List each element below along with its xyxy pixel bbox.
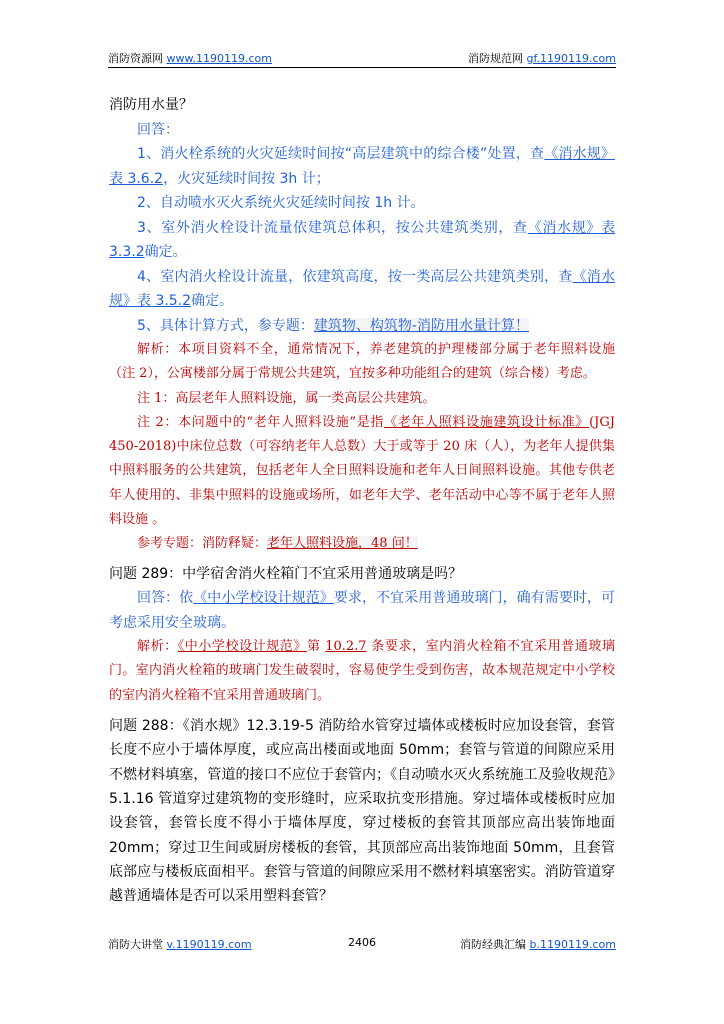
- answer-item-1: [109, 142, 615, 191]
- item4-text-b: 确定。: [191, 293, 234, 309]
- note-2: [109, 411, 615, 532]
- answer-item-5: [109, 314, 615, 339]
- note2-text-b: (JGJ 450-2018)中床位总数（可容纳老年人总数）大于或等于 20 床（人），为老年人提供集中照料服务的公共建筑，包括老年人全日照料设施和老年人日间照料设施。其他专供老年人使用的、非集中照料的设施或场所，如老年大学、老年活动中心等不属于老年人照料设施 。: [109, 414, 615, 528]
- answer-item-4: [109, 265, 615, 314]
- answer-label: 回答：: [137, 121, 179, 138]
- page-header: [108, 50, 616, 68]
- a289-ref-link[interactable]: 《中小学校设计规范》: [193, 590, 334, 607]
- item1-text-a: 1、消火栓系统的火灾延续时间按“高层建筑中的综合楼”处置，查: [137, 146, 545, 162]
- item4-text-a: 4、室内消火栓设计流量，依建筑高度，按一类高层公共建筑类别，查: [137, 268, 573, 285]
- note2-text-a: 注 2：本问题中的“老年人照料设施”是指: [137, 414, 385, 430]
- item1-ref-link[interactable]: 《消水规》表 3.6.2: [109, 146, 615, 187]
- question-289: 问题 289：中学宿舍消火栓箱门不宜采用普通玻璃是吗？: [109, 565, 463, 582]
- page-footer: [108, 936, 616, 954]
- page-number: 2406: [348, 936, 376, 949]
- an289-text-b: 条要求，室内消火栓箱不宜采用普通玻璃门。室内消火栓箱的玻璃门发生破裂时，容易使学生受到伤害，故本规范规定中小学校的室内消火栓箱不宜采用普通玻璃门。: [109, 639, 615, 703]
- an289-ref-link-1[interactable]: 《中小学校设计规范》: [177, 639, 307, 655]
- item3-text-a: 3、室外消火栓设计流量依建筑总体积，按公共建筑类别，查: [137, 219, 528, 236]
- item1-text-b: ，火灾延续时间按 3h 计；: [163, 170, 330, 187]
- a289-text-a: 回答：依: [137, 590, 194, 607]
- an289-ref-link-2[interactable]: 10.2.7: [325, 639, 367, 655]
- header-divider: [108, 67, 616, 68]
- a289-text-b: 要求，不宜采用普通玻璃门，确有需要时，可考虑采用安全玻璃。: [109, 590, 616, 631]
- reference-topic: [109, 532, 615, 556]
- item3-ref-link[interactable]: 《消水规》表 3.3.2: [109, 219, 616, 260]
- item3-text-b: 确定。: [144, 244, 187, 260]
- note-1: 注 1：高层老年人照料设施，属一类高层公共建筑。: [137, 390, 436, 406]
- header-right-label: 消防规范网: [467, 52, 523, 65]
- header-right-link[interactable]: gf.1190119.com: [526, 52, 616, 65]
- topic-text-a: 参考专题：消防释疑：: [137, 536, 268, 552]
- note2-ref-link[interactable]: 《老年人照料设施建筑设计标准》: [384, 414, 590, 430]
- footer-left-link[interactable]: v.1190119.com: [166, 938, 252, 951]
- header-left: [108, 50, 272, 66]
- footer-left-label: 消防大讲堂: [108, 938, 163, 951]
- item5-ref-link[interactable]: 建筑物、构筑物-消防用水量计算！: [313, 317, 529, 334]
- item5-text-a: 5、具体计算方式，参专题：: [137, 317, 314, 334]
- analysis-paragraph: 解析：本项目资料不全，通常情况下，养老建筑的护理楼部分属于老年照料设施（注 2），公寓楼部分属于常规公共建筑，宜按多种功能组合的建筑（综合楼）考虑。: [109, 342, 615, 382]
- footer-right: [460, 936, 616, 952]
- analysis-289: [109, 635, 615, 708]
- answer-item-3: [109, 216, 615, 265]
- intro-title: 消防用水量？: [109, 97, 193, 113]
- an289-text-a: 解析：: [137, 639, 178, 655]
- answer-289: [109, 586, 615, 635]
- header-right: [468, 50, 616, 66]
- question-288: 问题 288：《消水规》12.3.19-5 消防给水管穿过墙体或楼板时应加设套管，套管长度不应小于墙体厚度，或应高出楼面或地面 50mm；套管与管道的间隙应采用不燃材料填塞，管道的接口不应位于套管内；《自动喷水灭火系统施工及验收规范》5.1.16 管道穿过建筑物的变形缝时，应采取抗变形措施。穿过墙体或楼板时应加设套管，套管长度不得小于墙体厚度，穿过楼板的套管其顶部应高出装饰地面 20mm；穿过卫生间或厨房楼板的套管，其顶部应高出装饰地面 50mm，且套管底部应与楼板底面相平。套管与管道的间隙应采用不燃材料填塞密实。消防管道穿越普通墙体是否可以采用塑料套管？: [109, 718, 615, 905]
- item4-ref-link[interactable]: 《消水规》表 3.5.2: [109, 268, 616, 309]
- topic-ref-link[interactable]: 老年人照料设施，48 问！: [267, 536, 418, 552]
- document-body: [109, 93, 615, 908]
- header-left-label: 消防资源网: [108, 52, 163, 65]
- footer-right-label: 消防经典汇编: [460, 938, 527, 951]
- footer-right-link[interactable]: b.1190119.com: [529, 938, 616, 951]
- answer-item-2: 2、自动喷水灭火系统火灾延续时间按 1h 计。: [137, 195, 425, 211]
- header-left-link[interactable]: www.1190119.com: [166, 52, 272, 65]
- an289-text-mid: 第: [306, 639, 326, 655]
